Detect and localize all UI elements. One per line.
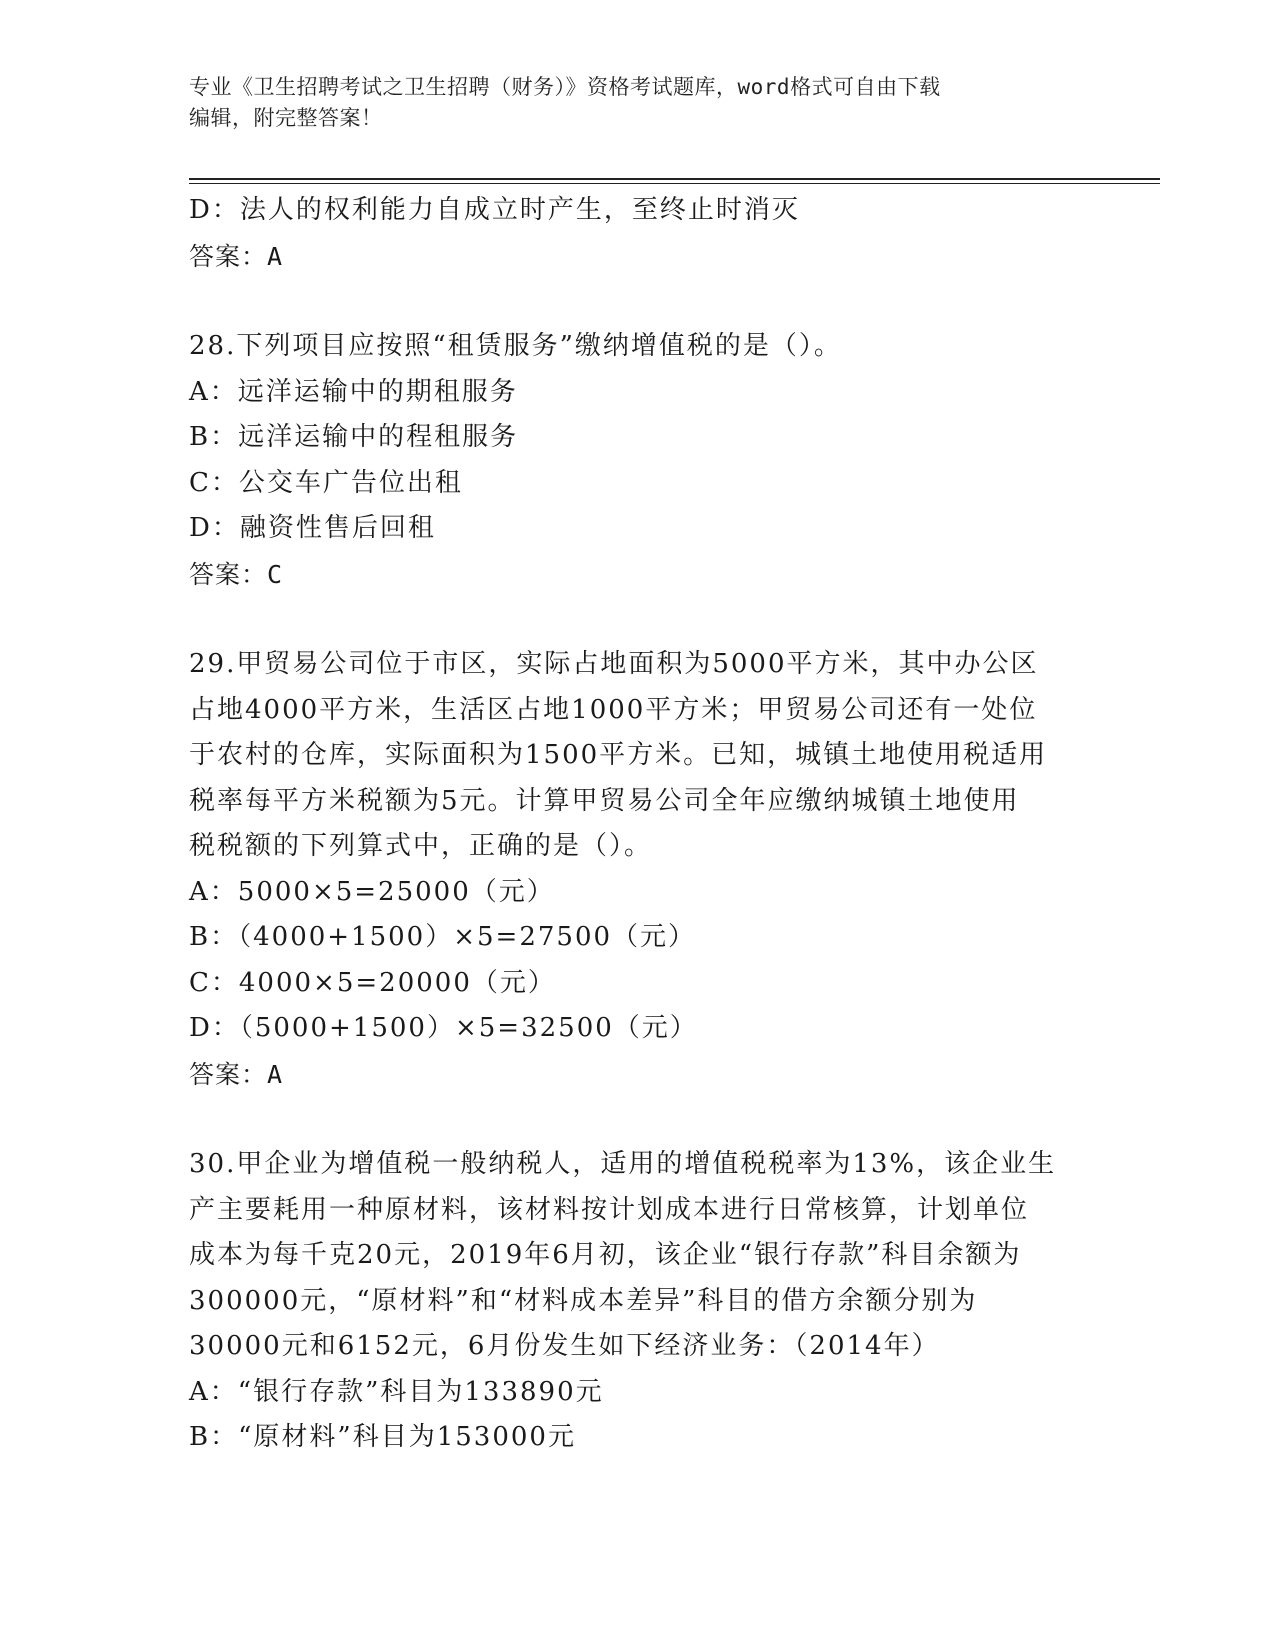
- answer-line: 答案：A: [189, 1059, 284, 1089]
- header-line-1: 专业《卫生招聘考试之卫生招聘（财务）》资格考试题库，word格式可自由下载: [189, 75, 941, 99]
- question-stem: [189, 324, 1089, 370]
- option-d: D：融资性售后回租: [189, 513, 436, 543]
- question-stem: [189, 642, 1089, 870]
- option-a: A：远洋运输中的期租服务: [189, 376, 518, 407]
- stem-line: 28.下列项目应按照“租赁服务”缴纳增值税的是（）。: [189, 331, 842, 361]
- option-b: B：“原材料”科目为153000元: [189, 1422, 576, 1452]
- answer-line: 答案：C: [189, 559, 284, 589]
- document-body: [189, 188, 1089, 1461]
- stem-line: 产主要耗用一种原材料，该材料按计划成本进行日常核算，计划单位: [189, 1194, 1030, 1225]
- option-d: D：法人的权利能力自成立时产生，至终止时消灭: [189, 195, 800, 225]
- stem-line: 300000元，“原材料”和“材料成本差异”科目的借方余额分别为: [189, 1285, 978, 1316]
- question-28: [189, 324, 1089, 597]
- stem-line: 30.甲企业为增值税一般纳税人，适用的增值税税率为13%，该企业生: [189, 1149, 1057, 1179]
- page-header: [189, 72, 1089, 134]
- question-30: [189, 1142, 1089, 1461]
- option-c: C：公交车广告位出租: [189, 467, 463, 498]
- option-a: A：“银行存款”科目为133890元: [189, 1376, 604, 1407]
- stem-line: 成本为每千克20元，2019年6月初，该企业“银行存款”科目余额为: [189, 1240, 1022, 1270]
- header-line-2: 编辑，附完整答案！: [189, 106, 383, 130]
- answer-line: 答案：A: [189, 241, 284, 271]
- stem-line: 30000元和6152元，6月份发生如下经济业务：（2014年）: [189, 1331, 940, 1361]
- question-27-fragment: [189, 188, 1089, 279]
- header-divider-thin: [189, 183, 1160, 184]
- stem-line: 占地4000平方米，生活区占地1000平方米；甲贸易公司还有一处位: [189, 694, 1038, 725]
- option-b: B：（4000+1500）×5=27500（元）: [189, 922, 697, 952]
- option-c: C：4000×5=20000（元）: [189, 967, 556, 998]
- header-divider-thick: [189, 178, 1160, 180]
- stem-line: 税税额的下列算式中，正确的是（）。: [189, 831, 653, 861]
- option-a: A：5000×5=25000（元）: [189, 876, 555, 907]
- stem-line: 29.甲贸易公司位于市区，实际占地面积为5000平方米，其中办公区: [189, 649, 1039, 679]
- option-d: D：（5000+1500）×5=32500（元）: [189, 1013, 698, 1043]
- option-b: B：远洋运输中的程租服务: [189, 422, 519, 452]
- stem-line: 税率每平方米税额为5元。计算甲贸易公司全年应缴纳城镇土地使用: [189, 785, 1020, 816]
- stem-line: 于农村的仓库，实际面积为1500平方米。已知，城镇土地使用税适用: [189, 740, 1048, 770]
- question-stem: [189, 1142, 1089, 1370]
- question-29: [189, 642, 1089, 1097]
